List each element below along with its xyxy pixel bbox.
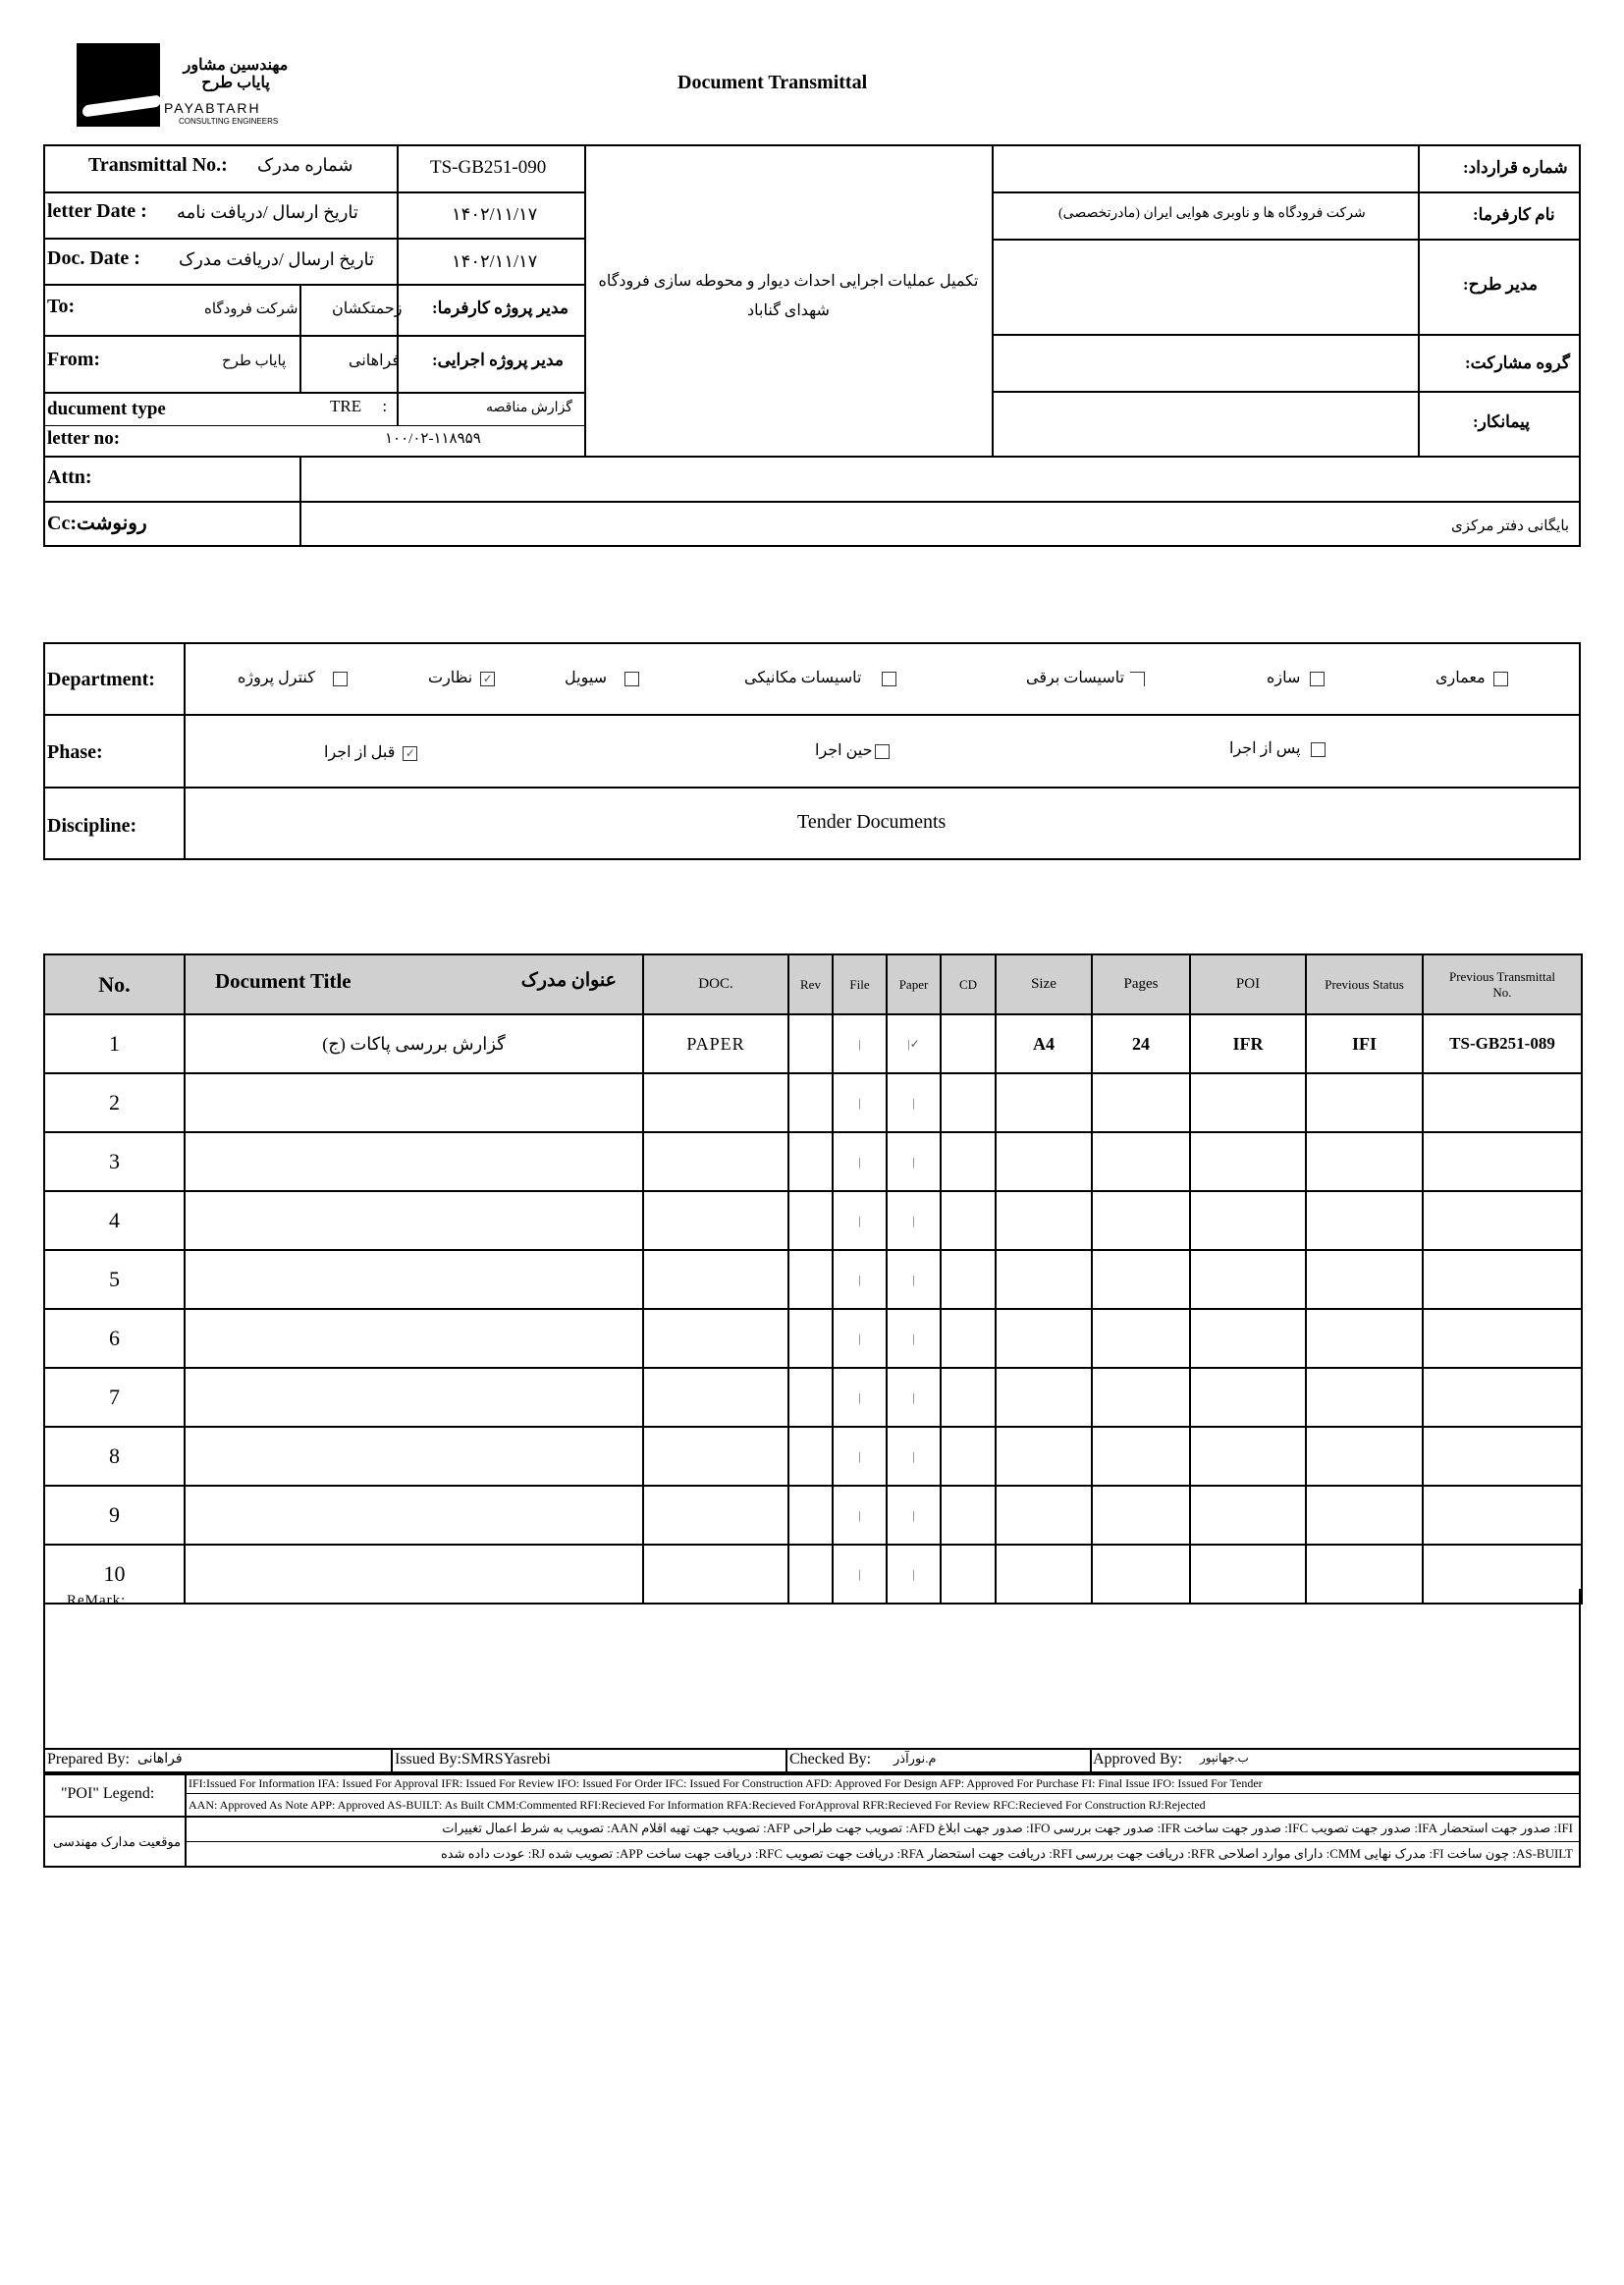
table-row <box>44 1191 1582 1250</box>
cell-cd <box>941 1014 996 1073</box>
cell-cd <box>941 1191 996 1250</box>
cell-cd <box>941 1132 996 1191</box>
client-pm-value: زحمتکشان <box>332 300 403 317</box>
contract-no-label: شماره قرارداد: <box>1463 158 1568 177</box>
col-rev: Rev <box>788 954 833 1014</box>
dept-item-architecture[interactable] <box>1435 668 1508 687</box>
cell-title <box>185 1250 643 1309</box>
dept-structure-checkbox[interactable] <box>1310 672 1325 686</box>
cell-prev-trans <box>1423 1191 1582 1250</box>
prepared-by-label: Prepared By: <box>47 1751 130 1768</box>
cell-title <box>185 1427 643 1486</box>
logo-en-name: PAYABTARH <box>164 100 261 116</box>
table-row <box>44 1368 1582 1427</box>
cell-no: 1 <box>44 1014 185 1073</box>
cell-pages <box>1092 1368 1190 1427</box>
cell-no: 10 <box>44 1545 185 1604</box>
cell-file: | <box>833 1486 887 1545</box>
cell-prev-status: IFI <box>1306 1014 1423 1073</box>
cell-title <box>185 1073 643 1132</box>
letter-no-label: letter no: <box>47 428 121 449</box>
cell-size <box>996 1132 1092 1191</box>
cell-prev-trans <box>1423 1073 1582 1132</box>
cell-file: | <box>833 1427 887 1486</box>
cell-doc <box>643 1073 788 1132</box>
checked-by-value: م.نورآذر <box>893 1751 937 1766</box>
phase-before-checkbox[interactable]: ✓ <box>403 746 417 761</box>
cell-no: 7 <box>44 1368 185 1427</box>
logo-fa-text: مهندسین مشاور پایاب طرح <box>183 57 289 91</box>
cell-prev-status <box>1306 1132 1423 1191</box>
transmittal-no-value: TS-GB251-090 <box>430 157 547 178</box>
col-size: Size <box>996 954 1092 1014</box>
cell-file: | <box>833 1073 887 1132</box>
dept-project-control-label: کنترل پروژه <box>238 670 315 686</box>
cell-size <box>996 1191 1092 1250</box>
cell-prev-trans <box>1423 1250 1582 1309</box>
cell-doc <box>643 1309 788 1368</box>
cell-paper: | <box>887 1073 941 1132</box>
issued-by: Issued By:SMRSYasrebi <box>395 1751 551 1768</box>
cell-prev-status <box>1306 1191 1423 1250</box>
cell-file: | <box>833 1191 887 1250</box>
cell-size: A4 <box>996 1014 1092 1073</box>
cell-title <box>185 1191 643 1250</box>
cell-prev-status <box>1306 1250 1423 1309</box>
cell-rev <box>788 1132 833 1191</box>
table-row <box>44 1486 1582 1545</box>
letter-no-value: ۱۰۰/۰۲-۱۱۸۹۵۹ <box>385 431 481 447</box>
cell-prev-trans: TS-GB251-089 <box>1423 1014 1582 1073</box>
from-value: پایاب طرح <box>222 354 287 369</box>
cell-rev <box>788 1014 833 1073</box>
contractor-label: پیمانکار: <box>1473 412 1531 431</box>
cell-no: 9 <box>44 1486 185 1545</box>
dept-structure-label: سازه <box>1267 670 1301 686</box>
cell-pages <box>1092 1250 1190 1309</box>
cell-paper: | <box>887 1427 941 1486</box>
cell-doc <box>643 1486 788 1545</box>
cell-paper: | <box>887 1368 941 1427</box>
cell-size <box>996 1309 1092 1368</box>
employer-label: نام کارفرما: <box>1473 205 1555 224</box>
col-paper: Paper <box>887 954 941 1014</box>
cell-pages <box>1092 1191 1190 1250</box>
phase-label: Phase: <box>47 741 103 763</box>
cell-poi <box>1190 1191 1306 1250</box>
cell-prev-trans <box>1423 1427 1582 1486</box>
cell-no: 6 <box>44 1309 185 1368</box>
cell-file: | <box>833 1309 887 1368</box>
exec-pm-value: فراهانی <box>349 353 401 369</box>
col-file: File <box>833 954 887 1014</box>
col-no: No. <box>44 954 185 1014</box>
table-row <box>44 1427 1582 1486</box>
doc-type-label: ducument type <box>47 399 166 419</box>
doc-date-fa: تاریخ ارسال /دریافت مدرک <box>179 249 375 269</box>
client-pm-label: مدیر پروژه کارفرما: <box>432 299 569 317</box>
cell-poi: IFR <box>1190 1014 1306 1073</box>
cell-rev <box>788 1309 833 1368</box>
to-value: شرکت فرودگاه <box>204 301 298 317</box>
cell-poi <box>1190 1486 1306 1545</box>
cell-cd <box>941 1486 996 1545</box>
table-row <box>44 1073 1582 1132</box>
cell-file: | <box>833 1250 887 1309</box>
cell-poi <box>1190 1250 1306 1309</box>
letter-date-value: ۱۴۰۲/۱۱/۱۷ <box>452 204 538 224</box>
company-logo <box>77 43 160 127</box>
legend-line-2: AAN: Approved As Note APP: Approved AS-BUILT: As Built CMM:Commented RFI:Recieved For Information RFA:Recieved ForApproval RFR:Recieved For Review RFC:Recieved For Construction RJ:Rejected <box>189 1798 1206 1812</box>
cell-prev-status <box>1306 1427 1423 1486</box>
table-row <box>44 1132 1582 1191</box>
cell-size <box>996 1486 1092 1545</box>
dept-supervision-label: نظارت <box>428 670 473 686</box>
cell-title <box>185 1132 643 1191</box>
phase-during-label: حین اجرا <box>815 742 873 759</box>
dept-item-mechanical[interactable] <box>744 668 896 687</box>
cell-prev-trans <box>1423 1309 1582 1368</box>
phase-after-checkbox[interactable] <box>1311 742 1326 757</box>
cell-paper: | <box>887 1191 941 1250</box>
document-table <box>43 953 1583 1605</box>
dept-mechanical-checkbox[interactable] <box>882 672 896 686</box>
legend-fa-line-1: IFI: صدور جهت استحضار IFA: صدور جهت تصویب IFC: صدور جهت ساخت IFR: صدور جهت بررسی IFO: صدور جهت ابلاغ AFD: تصویب جهت طراحی AFP: تصویب جهت تهیه اقلام AAN: تصویب به شرط اعمال تغییرات <box>442 1821 1573 1835</box>
letter-date-fa: تاریخ ارسال /دریافت نامه <box>177 202 358 222</box>
cell-paper: | <box>887 1545 941 1604</box>
poi-legend-label: "POI" Legend: <box>61 1785 155 1802</box>
legend-fa-line-2: AS-BUILT: چون ساخت FI: مدرک نهایی CMM: دارای موارد اصلاحی RFR: دریافت جهت بررسی RFI: دریافت جهت استحضار RFA: دریافت جهت تصویب RFC: دریافت جهت ساخت APP: تصویب شده RJ: عودت داده شده <box>440 1846 1573 1861</box>
department-label: Department: <box>47 669 155 690</box>
approved-by-label: Approved By: <box>1093 1751 1183 1768</box>
cell-cd <box>941 1368 996 1427</box>
cell-pages <box>1092 1427 1190 1486</box>
cell-title: گزارش بررسی پاکات (ج) <box>185 1014 643 1073</box>
cell-doc <box>643 1250 788 1309</box>
checked-by-label: Checked By: <box>789 1751 872 1768</box>
cell-prev-status <box>1306 1073 1423 1132</box>
design-manager-label: مدیر طرح: <box>1463 275 1538 294</box>
table-row <box>44 1309 1582 1368</box>
cell-paper: | <box>887 1250 941 1309</box>
legend-fa-label: موقعیت مدارک مهندسی <box>53 1834 182 1849</box>
cell-poi <box>1190 1368 1306 1427</box>
attn-label: Attn: <box>47 466 92 488</box>
cell-no: 5 <box>44 1250 185 1309</box>
letter-date-label: letter Date : <box>47 200 147 222</box>
doc-type-fa: گزارش مناقصه <box>486 401 572 415</box>
cell-paper: | <box>887 1132 941 1191</box>
cell-doc <box>643 1132 788 1191</box>
phase-item-before[interactable] <box>324 742 417 762</box>
doc-type-value: TRE : <box>330 397 388 415</box>
cell-doc: PAPER <box>643 1014 788 1073</box>
cell-prev-trans <box>1423 1486 1582 1545</box>
partnership-label: گروه مشارکت: <box>1465 354 1570 372</box>
cell-paper: |✓ <box>887 1014 941 1073</box>
phase-item-during[interactable] <box>815 740 890 760</box>
dept-item-electrical[interactable] <box>1026 668 1145 687</box>
cell-pages <box>1092 1073 1190 1132</box>
cell-title <box>185 1368 643 1427</box>
cell-pages: 24 <box>1092 1014 1190 1073</box>
cell-paper: | <box>887 1486 941 1545</box>
cell-prev-trans <box>1423 1368 1582 1427</box>
cell-title <box>185 1309 643 1368</box>
phase-after-label: پس از اجرا <box>1229 740 1301 757</box>
cell-rev <box>788 1250 833 1309</box>
dept-item-project-control[interactable] <box>238 668 348 687</box>
phase-during-checkbox[interactable] <box>875 744 890 759</box>
cell-size <box>996 1250 1092 1309</box>
cell-rev <box>788 1368 833 1427</box>
col-prev-trans: Previous Transmittal No. <box>1423 954 1582 1014</box>
dept-electrical-label: تاسیسات برقی <box>1026 670 1125 686</box>
cell-file: | <box>833 1132 887 1191</box>
dept-architecture-checkbox[interactable] <box>1493 672 1508 686</box>
cell-size <box>996 1368 1092 1427</box>
dept-item-supervision[interactable] <box>428 668 495 687</box>
col-title-fa: عنوان مدرک <box>520 970 617 991</box>
remark-box <box>43 1589 1581 1750</box>
transmittal-no-label: Transmittal No.: <box>88 154 228 176</box>
cell-doc <box>643 1427 788 1486</box>
cell-poi <box>1190 1073 1306 1132</box>
project-title: تکمیل عملیات اجرایی احداث دیوار و محوطه سازی فرودگاه شهدای گناباد <box>598 273 979 319</box>
cell-poi <box>1190 1309 1306 1368</box>
dept-civil-label: سیویل <box>565 670 608 686</box>
cell-no: 8 <box>44 1427 185 1486</box>
dept-supervision-checkbox[interactable]: ✓ <box>480 672 495 686</box>
cell-pages <box>1092 1132 1190 1191</box>
col-title <box>185 954 643 1014</box>
col-pages: Pages <box>1092 954 1190 1014</box>
cell-rev <box>788 1191 833 1250</box>
cell-file: | <box>833 1014 887 1073</box>
cell-no: 4 <box>44 1191 185 1250</box>
phase-before-label: قبل از اجرا <box>324 744 396 761</box>
col-doc: DOC. <box>643 954 788 1014</box>
cell-cd <box>941 1427 996 1486</box>
table-row <box>44 1014 1582 1073</box>
cell-poi <box>1190 1132 1306 1191</box>
cell-prev-trans <box>1423 1132 1582 1191</box>
cell-prev-status <box>1306 1486 1423 1545</box>
dept-electrical-checkbox[interactable] <box>1130 672 1145 686</box>
logo-en-sub: CONSULTING ENGINEERS <box>179 117 279 126</box>
page-title: Document Transmittal <box>677 72 868 93</box>
cc-value: بایگانی دفتر مرکزی <box>1451 518 1570 534</box>
doc-date-value: ۱۴۰۲/۱۱/۱۷ <box>452 251 538 271</box>
transmittal-no-fa: شماره مدرک <box>257 155 353 175</box>
legend-line-1: IFI:Issued For Information IFA: Issued For Approval IFR: Issued For Review IFO: Issued For Order IFC: Issued For Construction AFD: Approved For Design AFP: Approved For Purchase FI: Final Issue IFO: Issued For Tender <box>189 1776 1263 1790</box>
cell-pages <box>1092 1486 1190 1545</box>
discipline-label: Discipline: <box>47 815 137 837</box>
cell-prev-status <box>1306 1368 1423 1427</box>
col-title-en: Document Title <box>215 969 352 993</box>
dept-mechanical-label: تاسیسات مکانیکی <box>744 670 862 686</box>
dept-item-structure[interactable] <box>1267 668 1325 687</box>
discipline-value: Tender Documents <box>797 811 947 833</box>
from-label: From: <box>47 349 101 370</box>
cell-rev <box>788 1486 833 1545</box>
cell-no: 3 <box>44 1132 185 1191</box>
dept-item-civil[interactable] <box>565 668 639 687</box>
cell-doc <box>643 1368 788 1427</box>
table-row <box>44 1250 1582 1309</box>
cell-cd <box>941 1309 996 1368</box>
cell-title <box>185 1486 643 1545</box>
to-label: To: <box>47 296 76 317</box>
cell-prev-status <box>1306 1309 1423 1368</box>
cc-label: Cc:رونوشت <box>47 513 147 534</box>
cell-size <box>996 1073 1092 1132</box>
dept-architecture-label: معماری <box>1435 670 1486 686</box>
cell-file: | <box>833 1545 887 1604</box>
phase-item-after[interactable] <box>1229 738 1326 758</box>
cell-paper: | <box>887 1309 941 1368</box>
cell-pages <box>1092 1309 1190 1368</box>
cell-cd <box>941 1073 996 1132</box>
employer-value: شرکت فرودگاه ها و ناوبری هوایی ایران (مادرتخصصی) <box>1058 206 1366 221</box>
dept-project-control-checkbox[interactable] <box>333 672 348 686</box>
prepared-by-value: فراهانی <box>137 1752 183 1767</box>
cell-doc <box>643 1191 788 1250</box>
cell-cd <box>941 1250 996 1309</box>
col-prev-status: Previous Status <box>1306 954 1423 1014</box>
cell-rev <box>788 1073 833 1132</box>
col-cd: CD <box>941 954 996 1014</box>
cell-size <box>996 1427 1092 1486</box>
exec-pm-label: مدیر پروژه اجرایی: <box>432 351 564 369</box>
dept-civil-checkbox[interactable] <box>624 672 639 686</box>
col-poi: POI <box>1190 954 1306 1014</box>
remark-label: ReMark: <box>67 1593 127 1608</box>
table-header-row <box>44 954 1582 1014</box>
doc-date-label: Doc. Date : <box>47 247 140 269</box>
cell-rev <box>788 1427 833 1486</box>
cell-poi <box>1190 1427 1306 1486</box>
approved-by-value: ب.جهانپور <box>1200 1751 1249 1765</box>
cell-file: | <box>833 1368 887 1427</box>
cell-no: 2 <box>44 1073 185 1132</box>
